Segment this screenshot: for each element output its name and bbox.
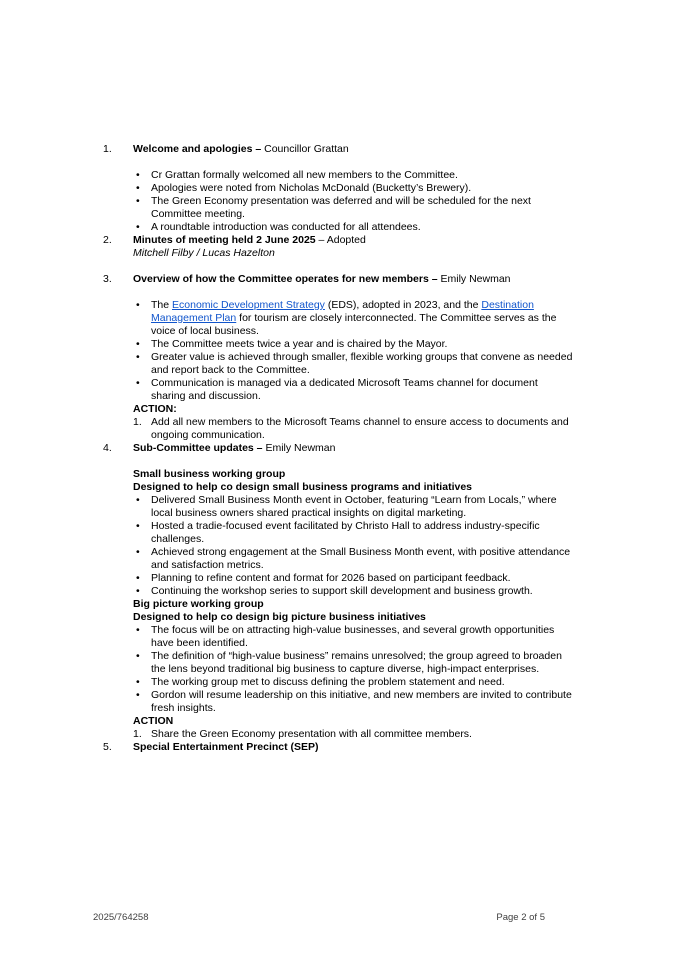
- list-item: [133, 585, 575, 598]
- group-title: Small business working group: [133, 468, 286, 480]
- group-subtitle: Designed to help co design small business programs and initiatives: [133, 481, 472, 493]
- list-item: [133, 676, 575, 689]
- list-item: [133, 572, 575, 585]
- bullet-text: Delivered Small Business Month event in October, featuring “Learn from Locals,” where local business owners shared practical insights on digital marketing.: [151, 494, 557, 519]
- bullet-icon: •: [136, 299, 140, 311]
- list-item: [133, 299, 575, 338]
- list-item: [133, 494, 575, 520]
- list-item: [133, 546, 575, 572]
- section-title: Sub-Committee updates –: [133, 442, 263, 454]
- bullet-text: Planning to refine content and format for 2026 based on participant feedback.: [151, 572, 511, 584]
- bullet-text: Apologies were noted from Nicholas McDonald (Bucketty’s Brewery).: [151, 182, 472, 194]
- bullet-icon: •: [136, 494, 140, 506]
- bullet-icon: •: [136, 520, 140, 532]
- bullet-text: Cr Grattan formally welcomed all new members to the Committee.: [151, 169, 458, 181]
- section-heading: [133, 273, 575, 286]
- section-heading: [133, 234, 575, 247]
- bullet-icon: •: [136, 546, 140, 558]
- footer-page-number: Page 2 of 5: [496, 912, 545, 923]
- page-footer: [93, 912, 545, 924]
- bullet-list: [133, 169, 575, 234]
- bullet-text: The working group met to discuss defining the problem statement and need.: [151, 676, 505, 688]
- bullet-icon: •: [136, 650, 140, 662]
- bullet-text: Hosted a tradie-focused event facilitated by Christo Hall to address industry-specific challenges.: [151, 520, 540, 545]
- section-number: 1.: [103, 143, 112, 155]
- list-item: [133, 338, 575, 351]
- bullet-text: [151, 299, 556, 337]
- bullet-icon: •: [136, 585, 140, 597]
- bullet-text: The Green Economy presentation was deferred and will be scheduled for the next Committee meeting.: [151, 195, 531, 220]
- bullet-icon: •: [136, 689, 140, 701]
- bullet-list: [133, 494, 575, 598]
- bullet-icon: •: [136, 338, 140, 350]
- bullet-text: A roundtable introduction was conducted for all attendees.: [151, 221, 421, 233]
- bullet-text: The definition of “high-value business” remains unresolved; the group agreed to broaden the lens beyond traditional big business to capture diverse, high-impact enterprises.: [151, 650, 562, 675]
- bullet-text: Greater value is achieved through smaller, flexible working groups that convene as needed and report back to the Committee.: [151, 351, 573, 376]
- bullet-icon: •: [136, 169, 140, 181]
- group-title: Big picture working group: [133, 598, 264, 610]
- bullet-text: The focus will be on attracting high-value businesses, and several growth opportunities have been identified.: [151, 624, 555, 649]
- bullet-icon: •: [136, 377, 140, 389]
- bullet-text: The Committee meets twice a year and is chaired by the Mayor.: [151, 338, 448, 350]
- bullet-icon: •: [136, 572, 140, 584]
- bullet-icon: •: [136, 676, 140, 688]
- section-title-suffix: Councillor Grattan: [261, 143, 349, 155]
- section-special-entertainment-precinct: [103, 741, 575, 754]
- section-heading: [133, 442, 575, 455]
- bullet-list: [133, 299, 575, 403]
- section-sub-committee-updates: [103, 442, 575, 741]
- list-item: [133, 182, 575, 195]
- section-committee-overview: [103, 273, 575, 442]
- section-number: 2.: [103, 234, 112, 246]
- section-welcome-and-apologies: [103, 143, 575, 234]
- bullet-text-part: (EDS), adopted in 2023, and the: [324, 299, 482, 311]
- footer-doc-number: 2025/764258: [93, 912, 149, 923]
- movers-line: Mitchell Filby / Lucas Hazelton: [133, 247, 275, 259]
- action-item: [133, 728, 575, 741]
- working-group-small-business: [133, 468, 575, 598]
- action-item: [133, 416, 575, 442]
- list-item: [133, 169, 575, 182]
- list-item: [133, 650, 575, 676]
- list-item: [133, 520, 575, 546]
- section-minutes-adopted: [103, 234, 575, 273]
- list-item: [133, 351, 575, 377]
- list-item: [133, 221, 575, 234]
- bullet-text-part: The: [151, 299, 173, 311]
- bullet-icon: •: [136, 221, 140, 233]
- list-item: [133, 195, 575, 221]
- action-text: Add all new members to the Microsoft Teams channel to ensure access to documents and ongoing communication.: [151, 416, 569, 441]
- action-heading: ACTION: [133, 715, 174, 727]
- bullet-text: Communication is managed via a dedicated Microsoft Teams channel for document sharing and discussion.: [151, 377, 538, 402]
- action-number: 1.: [133, 416, 142, 428]
- list-item: [133, 377, 575, 403]
- bullet-text-part: for tourism are closely interconnected. The Committee serves as the voice of local business.: [151, 312, 557, 337]
- action-heading: ACTION:: [133, 403, 177, 415]
- section-title-suffix: Emily Newman: [437, 273, 511, 285]
- section-title-suffix: – Adopted: [315, 234, 366, 246]
- bullet-list: [133, 624, 575, 715]
- section-heading: [133, 741, 575, 754]
- section-title: Special Entertainment Precinct (SEP): [133, 741, 319, 753]
- bullet-icon: •: [136, 351, 140, 363]
- bullet-icon: •: [136, 195, 140, 207]
- section-number: 4.: [103, 442, 112, 454]
- link-destination-management-plan[interactable]: Destination Management Plan: [151, 299, 534, 324]
- section-heading: [133, 143, 575, 156]
- bullet-text: Continuing the workshop series to support skill development and business growth.: [151, 585, 533, 597]
- list-item: [133, 689, 575, 715]
- section-number: 5.: [103, 741, 112, 753]
- section-number: 3.: [103, 273, 112, 285]
- section-title: Minutes of meeting held 2 June 2025: [133, 234, 316, 246]
- document-body: [103, 143, 575, 754]
- group-subtitle: Designed to help co design big picture business initiatives: [133, 611, 426, 623]
- bullet-icon: •: [136, 182, 140, 194]
- list-item: [133, 624, 575, 650]
- action-list: [133, 416, 575, 442]
- link-economic-development-strategy[interactable]: Economic Development Strategy: [172, 299, 325, 311]
- action-number: 1.: [133, 728, 142, 740]
- working-group-big-picture: [133, 598, 575, 715]
- bullet-text: Achieved strong engagement at the Small Business Month event, with positive attendance and satisfaction metrics.: [151, 546, 571, 571]
- section-title: Welcome and apologies –: [133, 143, 262, 155]
- section-title-suffix: Emily Newman: [262, 442, 336, 454]
- bullet-icon: •: [136, 624, 140, 636]
- section-title: Overview of how the Committee operates for new members –: [133, 273, 438, 285]
- action-text: Share the Green Economy presentation with all committee members.: [151, 728, 472, 740]
- action-list: [133, 728, 575, 741]
- bullet-text: Gordon will resume leadership on this initiative, and new members are invited to contribute fresh insights.: [151, 689, 572, 714]
